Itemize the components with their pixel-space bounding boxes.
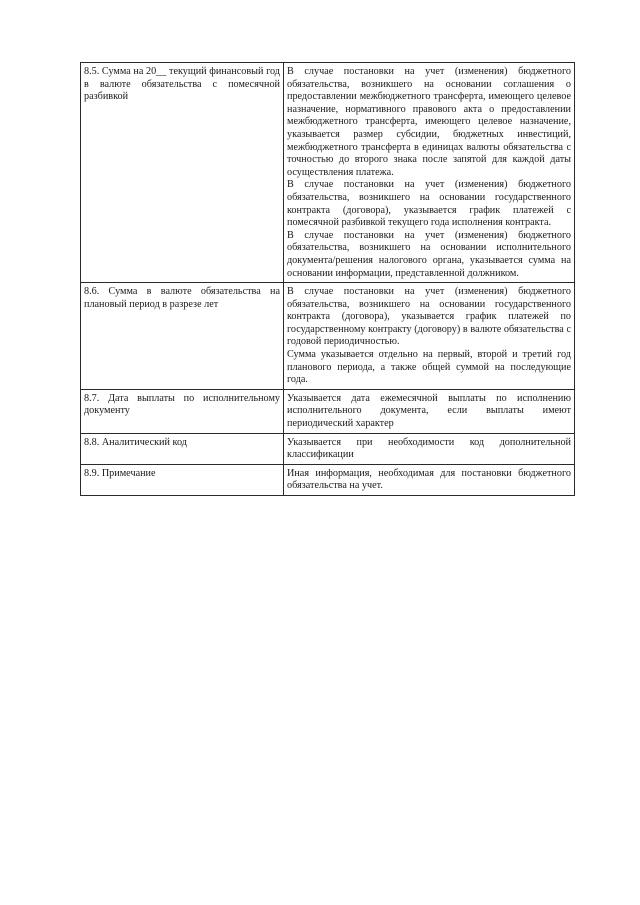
table-row: [81, 63, 575, 283]
description-paragraph: Указывается при необходимости код дополнительной классификации: [287, 436, 571, 461]
field-name: 8.9. Примечание: [84, 467, 156, 479]
field-name-cell: [81, 63, 284, 283]
table-row: [81, 464, 575, 495]
field-description-cell: [284, 464, 575, 495]
description-paragraph: Сумма указывается отдельно на первый, второй и третий год планового периода, а также общей суммой на последующие года.: [287, 349, 571, 386]
field-name-cell: [81, 389, 284, 433]
field-description-cell: [284, 433, 575, 464]
description-paragraph: В случае постановки на учет (изменения) бюджетного обязательства, возникшего на основании государственного контракта (договора), указывается график платежей с помесячной разбивкой текущего года исполнения контракта.: [287, 179, 571, 229]
table-row: [81, 433, 575, 464]
instructions-table: [80, 62, 575, 496]
field-name-cell: [81, 433, 284, 464]
field-description-cell: [284, 63, 575, 283]
description-paragraph: В случае постановки на учет (изменения) бюджетного обязательства, возникшего на основании государственного контракта (договора), указывается график платежей по государственному контракту (договору) в валюте обязательства с годовой периодичностью.: [287, 286, 571, 348]
description-paragraph: Указывается дата ежемесячной выплаты по исполнению исполнительного документа, если выплаты имеют периодический характер: [287, 392, 571, 430]
description-paragraph: В случае постановки на учет (изменения) бюджетного обязательства, возникшего на основании соглашения о предоставлении межбюджетного трансферта, имеющего целевое назначение, нормативного правового акта о предоставлении межбюджетного трансферта, имеющего целевое назначение, указывается размер субсидии, бюджетных инвестиций, межбюджетного трансферта в единицах валюты обязательства с точностью до второго знака после запятой для каждой даты осуществления платежа.: [287, 66, 571, 178]
field-name: 8.6. Сумма в валюте обязательства на плановый период в разрезе лет: [84, 286, 280, 310]
description-paragraph: Иная информация, необходимая для постановки бюджетного обязательства на учет.: [287, 467, 571, 492]
field-name-cell: [81, 283, 284, 390]
field-name: 8.8. Аналитический код: [84, 436, 187, 448]
field-name-cell: [81, 464, 284, 495]
field-description-cell: [284, 283, 575, 390]
description-paragraph: В случае постановки на учет (изменения) бюджетного обязательства, возникшего на основании исполнительного документа/решения налогового органа, указывается сумма на основании информации, представленной должником.: [287, 229, 571, 279]
field-name: 8.5. Сумма на 20__ текущий финансовый год в валюте обязательства с помесячной разбивкой: [84, 66, 280, 103]
table-row: [81, 283, 575, 390]
field-description-cell: [284, 389, 575, 433]
table-row: [81, 389, 575, 433]
field-name: 8.7. Дата выплаты по исполнительному документу: [84, 392, 280, 417]
